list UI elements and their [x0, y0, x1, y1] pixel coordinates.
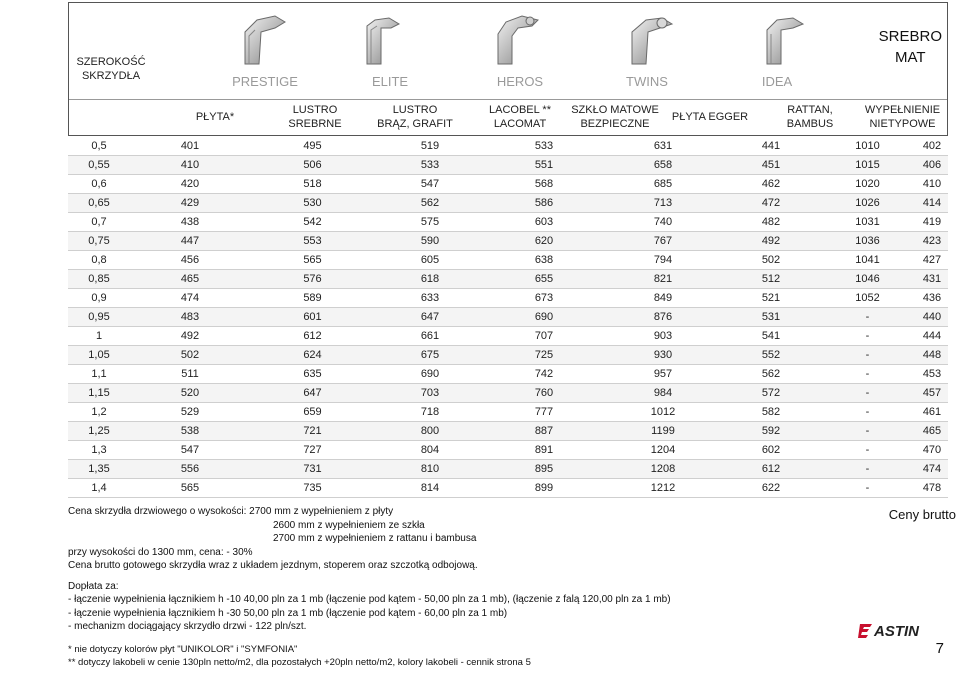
- price-cell: 562: [723, 365, 819, 384]
- price-cell: 402: [916, 137, 948, 156]
- price-cell: 685: [603, 175, 723, 194]
- footnotes: [68, 643, 531, 669]
- width-cell: 1,3: [68, 441, 130, 460]
- col-header-nietypowe: WYPEŁNIENIE NIETYPOWE: [864, 104, 941, 130]
- price-cell: 1012: [603, 403, 723, 422]
- footnote-2: ** dotyczy lakobeli w cenie 130pln netto/m2, dla pozostałych +20pln netto/m2, kolory lakobeli - cennik strona 5: [68, 657, 531, 668]
- price-cell: 444: [916, 327, 948, 346]
- gross-prices-label: Ceny brutto: [888, 507, 956, 522]
- price-cell: 620: [485, 232, 603, 251]
- price-cell: 423: [916, 232, 948, 251]
- price-cell: 661: [375, 327, 485, 346]
- price-cell: 552: [723, 346, 819, 365]
- width-cell: 0,5: [68, 137, 130, 156]
- price-cell: 461: [916, 403, 948, 422]
- price-cell: -: [819, 479, 916, 498]
- price-cell: -: [819, 365, 916, 384]
- table-row: [68, 289, 948, 308]
- table-row: [68, 346, 948, 365]
- col-header-plyta: PŁYTA*: [195, 111, 235, 123]
- width-header-line1: SZEROKOŚĆ: [76, 56, 146, 68]
- price-cell: 562: [375, 194, 485, 213]
- price-cell: 512: [723, 270, 819, 289]
- note-line: - łączenie wypełnienia łącznikiem h -10 40,00 pln za 1 mb (łączenie pod kątem - 50,00 pln za 1 mb), (łączenie z falą 120,00 pln za 1 mb): [68, 594, 671, 605]
- price-cell: 472: [723, 194, 819, 213]
- astin-logo: [858, 621, 948, 639]
- price-cell: 601: [250, 308, 375, 327]
- price-cell: 727: [250, 441, 375, 460]
- price-cell: 495: [250, 137, 375, 156]
- width-cell: 1,4: [68, 479, 130, 498]
- col-header-szklo: SZKŁO MATOWE BEZPIECZNE: [571, 104, 659, 130]
- width-cell: 1,05: [68, 346, 130, 365]
- price-cell: 760: [485, 384, 603, 403]
- footnote-1: * nie dotyczy kolorów płyt "UNIKOLOR" i "SYMFONIA": [68, 644, 298, 655]
- price-cell: 1212: [603, 479, 723, 498]
- price-cell: 1208: [603, 460, 723, 479]
- width-cell: 1,35: [68, 460, 130, 479]
- price-cell: 675: [375, 346, 485, 365]
- table-row: [68, 232, 948, 251]
- price-cell: 647: [375, 308, 485, 327]
- price-cell: 740: [603, 213, 723, 232]
- price-cell: 605: [375, 251, 485, 270]
- price-cell: 541: [723, 327, 819, 346]
- note-line: Cena skrzydła drzwiowego o wysokości: 2700 mm z wypełnieniem z płyty: [68, 506, 394, 517]
- price-cell: 518: [250, 175, 375, 194]
- price-cell: 1199: [603, 422, 723, 441]
- profile-idea-icon: [755, 12, 815, 68]
- price-cell: -: [819, 346, 916, 365]
- price-cell: 590: [375, 232, 485, 251]
- price-cell: 1026: [819, 194, 916, 213]
- price-cell: 690: [375, 365, 485, 384]
- width-cell: 1,25: [68, 422, 130, 441]
- price-cell: 582: [723, 403, 819, 422]
- price-cell: 420: [130, 175, 250, 194]
- price-cell: 462: [723, 175, 819, 194]
- price-cell: 456: [130, 251, 250, 270]
- price-cell: 568: [485, 175, 603, 194]
- price-cell: 721: [250, 422, 375, 441]
- price-cell: 474: [916, 460, 948, 479]
- price-cell: 794: [603, 251, 723, 270]
- profile-label-idea: IDEA: [761, 74, 793, 89]
- table-row: [68, 213, 948, 232]
- price-cell: 586: [485, 194, 603, 213]
- price-cell: 531: [723, 308, 819, 327]
- price-cell: -: [819, 460, 916, 479]
- price-cell: -: [819, 384, 916, 403]
- profile-label-twins: TWINS: [626, 74, 668, 89]
- price-cell: 647: [250, 384, 375, 403]
- price-cell: 814: [375, 479, 485, 498]
- table-row: [68, 327, 948, 346]
- note-line: 2600 mm z wypełnieniem ze szkła: [273, 519, 425, 531]
- width-cell: 0,55: [68, 156, 130, 175]
- price-cell: 800: [375, 422, 485, 441]
- finish-title-line2: MAT: [895, 49, 926, 66]
- price-cell: 957: [603, 365, 723, 384]
- price-cell: 638: [485, 251, 603, 270]
- finish-title-line1: SREBRO: [878, 28, 942, 45]
- width-cell: 0,6: [68, 175, 130, 194]
- price-cell: 410: [916, 175, 948, 194]
- profile-label-elite: ELITE: [371, 74, 409, 89]
- price-cell: 478: [916, 479, 948, 498]
- price-cell: 453: [916, 365, 948, 384]
- price-cell: 622: [723, 479, 819, 498]
- price-cell: 592: [723, 422, 819, 441]
- table-row: [68, 441, 948, 460]
- price-cell: 821: [603, 270, 723, 289]
- col-header-lustro-srebrne: LUSTRO SREBRNE: [288, 104, 342, 130]
- price-cell: 903: [603, 327, 723, 346]
- price-cell: 1041: [819, 251, 916, 270]
- price-cell: 533: [485, 137, 603, 156]
- price-cell: 553: [250, 232, 375, 251]
- price-cell: 406: [916, 156, 948, 175]
- price-cell: 465: [916, 422, 948, 441]
- price-cell: 633: [375, 289, 485, 308]
- price-cell: 612: [723, 460, 819, 479]
- width-cell: 1,2: [68, 403, 130, 422]
- width-cell: 0,85: [68, 270, 130, 289]
- width-cell: 0,75: [68, 232, 130, 251]
- price-cell: 427: [916, 251, 948, 270]
- width-cell: 0,9: [68, 289, 130, 308]
- price-cell: 401: [130, 137, 250, 156]
- price-cell: 533: [375, 156, 485, 175]
- table-row: [68, 156, 948, 175]
- width-header-line2: SKRZYDŁA: [81, 70, 141, 82]
- table-row: [68, 308, 948, 327]
- price-cell: 431: [916, 270, 948, 289]
- price-cell: 565: [130, 479, 250, 498]
- finish-title: [879, 26, 942, 68]
- price-cell: 521: [723, 289, 819, 308]
- table-row: [68, 384, 948, 403]
- price-cell: 440: [916, 308, 948, 327]
- price-cell: 742: [485, 365, 603, 384]
- price-cell: -: [819, 422, 916, 441]
- price-cell: 718: [375, 403, 485, 422]
- price-cell: 547: [375, 175, 485, 194]
- price-cell: 707: [485, 327, 603, 346]
- table-row: [68, 194, 948, 213]
- price-cell: 891: [485, 441, 603, 460]
- price-cell: 565: [250, 251, 375, 270]
- width-cell: 0,65: [68, 194, 130, 213]
- profile-heros-icon: [488, 12, 548, 68]
- price-cell: 631: [603, 137, 723, 156]
- table-row: [68, 137, 948, 156]
- price-cell: -: [819, 327, 916, 346]
- price-cell: 538: [130, 422, 250, 441]
- profile-prestige-icon: [235, 12, 295, 68]
- price-cell: 551: [485, 156, 603, 175]
- price-cell: 930: [603, 346, 723, 365]
- price-cell: 673: [485, 289, 603, 308]
- price-cell: 895: [485, 460, 603, 479]
- price-cell: 804: [375, 441, 485, 460]
- width-cell: 1: [68, 327, 130, 346]
- price-cell: 410: [130, 156, 250, 175]
- price-cell: 511: [130, 365, 250, 384]
- price-cell: 777: [485, 403, 603, 422]
- header-divider: [69, 99, 947, 100]
- price-cell: 441: [723, 137, 819, 156]
- price-cell: 876: [603, 308, 723, 327]
- price-cell: 506: [250, 156, 375, 175]
- col-header-lacobel: LACOBEL ** LACOMAT: [489, 104, 551, 130]
- price-cell: 984: [603, 384, 723, 403]
- price-cell: 465: [130, 270, 250, 289]
- price-cell: 735: [250, 479, 375, 498]
- table-row: [68, 403, 948, 422]
- width-cell: 1,15: [68, 384, 130, 403]
- profile-elite-icon: [355, 12, 415, 68]
- price-cell: -: [819, 441, 916, 460]
- price-cell: 436: [916, 289, 948, 308]
- price-cell: 713: [603, 194, 723, 213]
- price-cell: 470: [916, 441, 948, 460]
- price-cell: 1052: [819, 289, 916, 308]
- price-cell: 849: [603, 289, 723, 308]
- table-row: [68, 460, 948, 479]
- price-cell: 703: [375, 384, 485, 403]
- price-cell: 474: [130, 289, 250, 308]
- table-row: [68, 422, 948, 441]
- price-cell: -: [819, 308, 916, 327]
- col-header-plyta-egger: PŁYTA EGGER: [671, 111, 749, 123]
- price-cell: 658: [603, 156, 723, 175]
- price-cell: 502: [130, 346, 250, 365]
- price-cell: 438: [130, 213, 250, 232]
- price-cell: 1046: [819, 270, 916, 289]
- price-cell: 519: [375, 137, 485, 156]
- price-cell: 542: [250, 213, 375, 232]
- price-cell: 414: [916, 194, 948, 213]
- price-cell: 448: [916, 346, 948, 365]
- table-row: [68, 175, 948, 194]
- price-cell: 624: [250, 346, 375, 365]
- notes: [68, 505, 868, 634]
- price-cell: 547: [130, 441, 250, 460]
- price-cell: 731: [250, 460, 375, 479]
- price-cell: 492: [130, 327, 250, 346]
- price-cell: 725: [485, 346, 603, 365]
- price-cell: 767: [603, 232, 723, 251]
- price-cell: 530: [250, 194, 375, 213]
- price-cell: 1015: [819, 156, 916, 175]
- note-line: - mechanizm dociągający skrzydło drzwi - 122 pln/szt.: [68, 621, 307, 632]
- price-cell: 655: [485, 270, 603, 289]
- price-cell: 572: [723, 384, 819, 403]
- col-header-rattan: RATTAN, BAMBUS: [786, 104, 834, 130]
- price-cell: 556: [130, 460, 250, 479]
- price-cell: 659: [250, 403, 375, 422]
- width-header: [72, 55, 150, 83]
- price-cell: 1010: [819, 137, 916, 156]
- note-line: 2700 mm z wypełnieniem z rattanu i bambusa: [273, 533, 477, 544]
- width-cell: 0,7: [68, 213, 130, 232]
- price-cell: 451: [723, 156, 819, 175]
- price-cell: -: [819, 403, 916, 422]
- width-cell: 0,95: [68, 308, 130, 327]
- table-row: [68, 365, 948, 384]
- width-cell: 1,1: [68, 365, 130, 384]
- astin-logo-text: ASTIN: [874, 623, 919, 639]
- price-cell: 635: [250, 365, 375, 384]
- profile-twins-icon: [622, 12, 682, 68]
- price-cell: 612: [250, 327, 375, 346]
- price-cell: 447: [130, 232, 250, 251]
- price-cell: 1020: [819, 175, 916, 194]
- note-line: przy wysokości do 1300 mm, cena: - 30%: [68, 546, 253, 558]
- price-cell: 483: [130, 308, 250, 327]
- col-header-lustro-braz: LUSTRO BRĄZ, GRAFIT: [377, 104, 453, 130]
- price-cell: 887: [485, 422, 603, 441]
- price-table: [68, 137, 948, 498]
- table-row: [68, 251, 948, 270]
- price-cell: 482: [723, 213, 819, 232]
- price-cell: 810: [375, 460, 485, 479]
- profile-label-prestige: PRESTIGE: [232, 74, 298, 89]
- price-cell: 575: [375, 213, 485, 232]
- price-cell: 419: [916, 213, 948, 232]
- price-cell: 529: [130, 403, 250, 422]
- price-cell: 603: [485, 213, 603, 232]
- price-cell: 602: [723, 441, 819, 460]
- table-row: [68, 479, 948, 498]
- price-cell: 899: [485, 479, 603, 498]
- price-cell: 429: [130, 194, 250, 213]
- table-row: [68, 270, 948, 289]
- note-line: - łączenie wypełnienia łącznikiem h -30 50,00 pln za 1 mb (łączenie pod kątem - 60,00 pln za 1 mb): [68, 607, 508, 619]
- note-line: Cena brutto gotowego skrzydła wraz z układem jezdnym, stoperem oraz szczotką odbojową.: [68, 560, 478, 571]
- price-cell: 589: [250, 289, 375, 308]
- price-cell: 457: [916, 384, 948, 403]
- price-cell: 1031: [819, 213, 916, 232]
- price-cell: 492: [723, 232, 819, 251]
- price-cell: 1204: [603, 441, 723, 460]
- price-cell: 502: [723, 251, 819, 270]
- width-cell: 0,8: [68, 251, 130, 270]
- page-number: 7: [935, 640, 944, 657]
- profile-label-heros: HEROS: [496, 74, 544, 89]
- price-cell: 618: [375, 270, 485, 289]
- price-cell: 690: [485, 308, 603, 327]
- price-cell: 520: [130, 384, 250, 403]
- note-line: Dopłata za:: [68, 580, 119, 592]
- price-cell: 1036: [819, 232, 916, 251]
- price-cell: 576: [250, 270, 375, 289]
